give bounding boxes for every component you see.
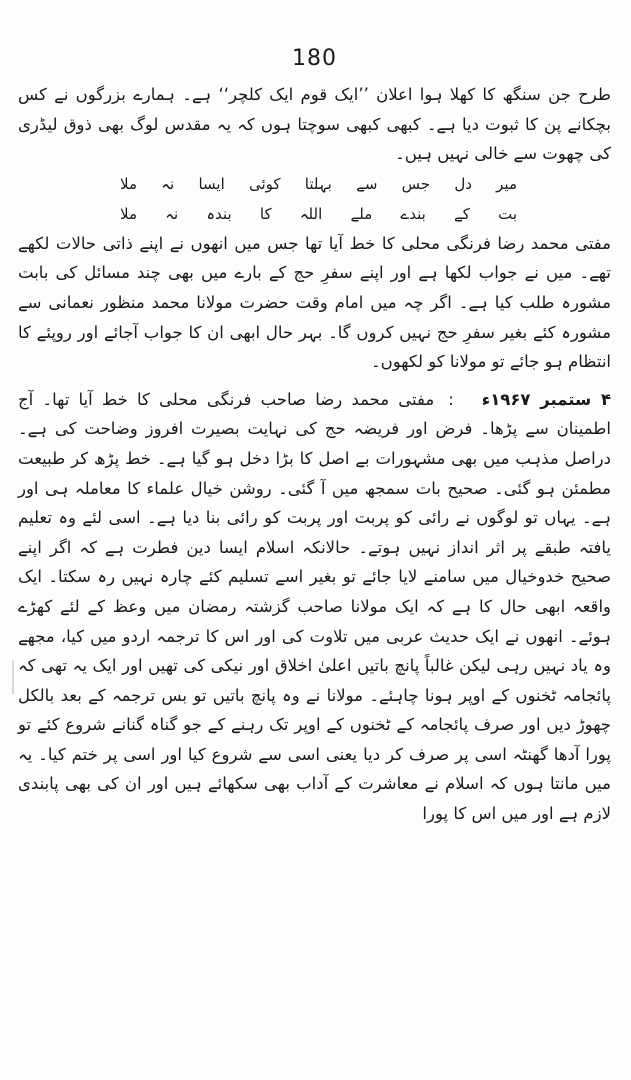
paragraph-2: مفتی محمد رضا فرنگی محلی کا خط آیا تھا جس میں انھوں نے اپنے ذاتی حالات لکھے تھے۔ میں نے جواب لکھا ہے اور اپنے سفرِ حج کے بارے میں بھی چند مسائل کی بابت مشورہ طلب کیا ہے۔ اگر چہ میں امام وقت حضرت مولانا محمد منظور نعمانی سے مشورہ کئے بغیر سفرِ حج نہیں کروں گا۔ بہر حال ابھی ان کا جواب آجائے اور روپئے کا انتظام ہو جائے تو مولانا کو لکھوں۔ [18,233,611,372]
diary-entry [18,385,611,829]
verse-line-1: میر دل جس سے بہلتا کوئی ایسا نہ ملا [120,174,517,193]
diary-text: مفتی محمد رضا صاحب فرنگی محلی کا خط آیا تھا۔ آج اطمینان سے پڑھا۔ فرض اور فریضہ حج کی نہایت بصیرت افروز وضاحت کی ہے۔ دراصل مذہب میں بھی مشہورات بے اصل کا بڑا دخل ہو گیا ہے۔ خط پڑھ کر طبیعت مطمئن ہو گئی۔ صحیح بات سمجھ میں آ گئی۔ روشن خیال علماء کا معاملہ ہی اور ہے۔ یہاں تو لوگوں نے رائی کو پربت اور پربت کو رائی بنا دیا ہے۔ اسی لئے وہ تعلیم یافتہ طبقے پر اثر انداز نہیں ہوتے۔ حالانکہ اسلام ایسا دین فطرت ہے کہ اگر اپنے صحیح خدوخیال میں سامنے لایا جائے تو بغیر اسے تسلیم کئے چارہ نہیں رہ سکتا۔ ایک واقعہ ابھی حال کا ہے کہ ایک مولانا صاحب گزشتہ رمضان میں وعظ کے لئے کھڑے ہوئے۔ انھوں نے ایک حدیث عربی میں تلاوت کی اور اس کا ترجمہ اردو میں کیا، مجھے وہ یاد نہیں رہی لیکن غالباً پانچ باتیں اعلیٰ اخلاق اور نیکی کی تھیں اور ایک یہ تھی کہ پائجامہ ٹخنوں کے اوپر ہونا چاہئے۔ مولانا نے وہ پانچ باتیں تو بس ترجمہ کے بعد بالکل چھوڑ دیں اور صرف پائجامہ کے ٹخنوں کے اوپر تک رہنے کے جو گناہ گنانے شروع کئے تو پورا آدھا گھنٹہ اسی پر صرف کر دیا یعنی اسی سے شروع کیا اور اسی پر ختم کیا۔ یہ میں مانتا ہوں کہ اسلام نے معاشرت کے آداب بھی سکھائے ہیں اور ان کی بھی پابندی لازم ہے اور میں اس کا پورا [18,389,611,824]
margin-mark [12,660,14,694]
page-number: 180 [292,46,337,71]
verse-line-2: بت کے بندے ملے اللہ کا بندہ نہ ملا [120,204,517,223]
paragraph-1: طرح جن سنگھ کا کھلا ہوا اعلان ’’ایک قوم ایک کلچر‘‘ ہے۔ ہمارے بزرگوں نے کس بچکانے پن کا ثبوت دیا ہے۔ کبھی کبھی سوچتا ہوں کہ یہ مقدس لوگ بھی ذوق لیڈری کی چھوت سے خالی نہیں ہیں۔ [18,85,611,164]
diary-separator: : [448,389,454,409]
diary-date: ۴ ستمبر ۱۹۶۷ء [481,389,612,409]
